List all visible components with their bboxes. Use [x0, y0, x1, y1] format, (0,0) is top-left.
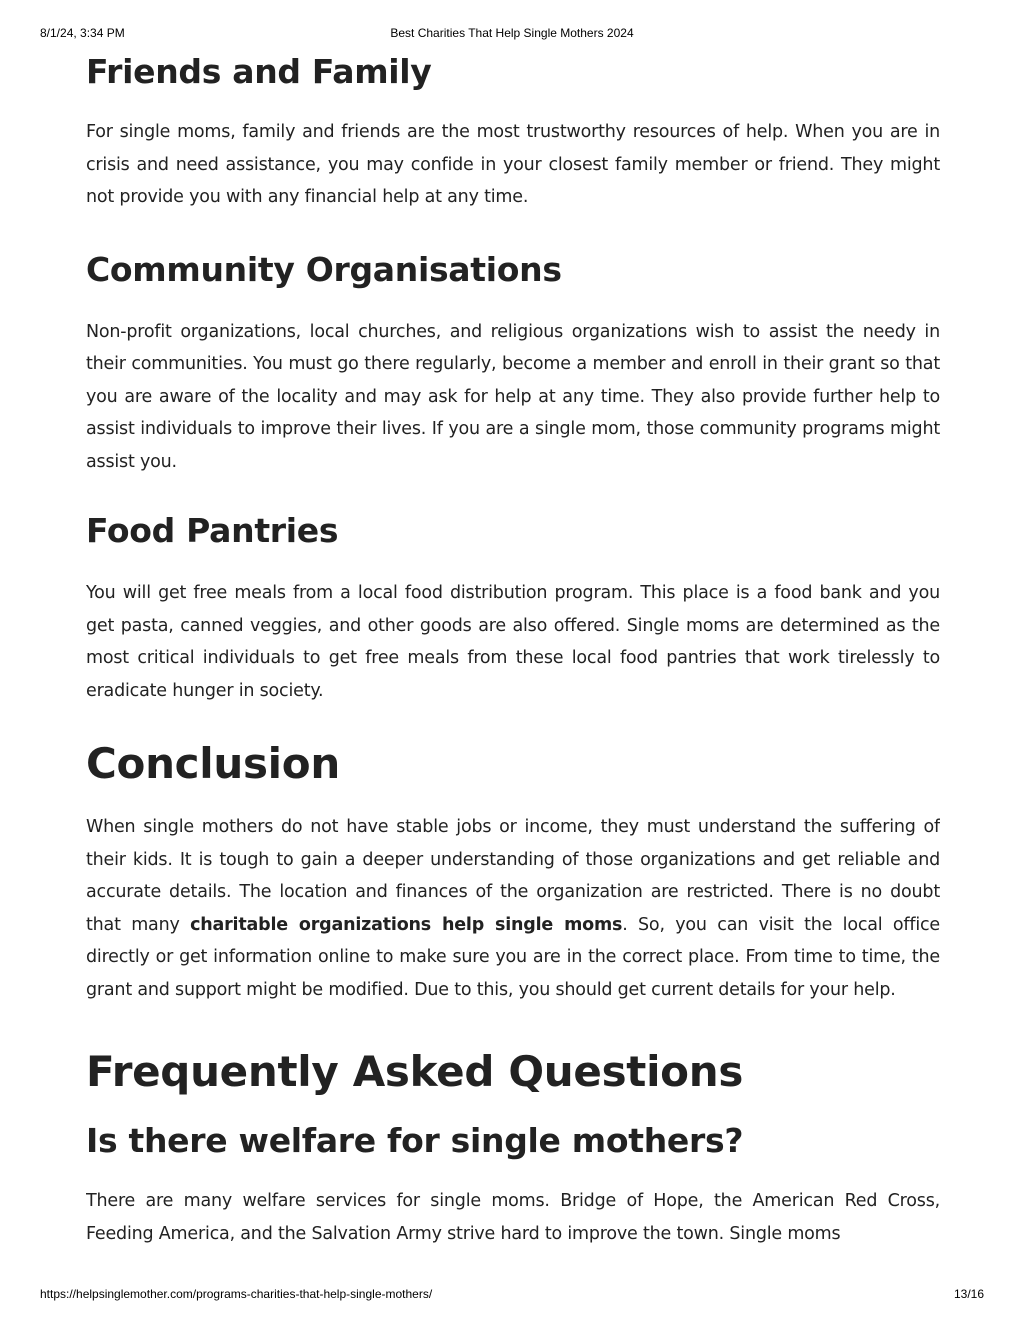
article-content: [86, 46, 940, 1278]
print-datetime: 8/1/24, 3:34 PM: [40, 26, 125, 40]
heading-conclusion: Conclusion: [86, 739, 340, 788]
heading-welfare-question: Is there welfare for single mothers?: [86, 1121, 744, 1160]
print-page-title: Best Charities That Help Single Mothers 2024: [390, 26, 634, 40]
print-source-url: https://helpsinglemother.com/programs-charities-that-help-single-mothers/: [40, 1287, 433, 1301]
paragraph-food-pantries: You will get free meals from a local food distribution program. This place is a food bank and you get pasta, canned veggies, and other goods are also offered. Single moms are determined as the most critical individuals to get free meals from these local food pantries that work tirelessly to eradicate hunger in society.: [86, 583, 940, 701]
print-header: [40, 26, 984, 40]
heading-frequently-asked-questions: Frequently Asked Questions: [86, 1047, 744, 1096]
conclusion-text-start: When single mothers do not have stable jobs or income, they must understand the suffering of their kids. It is tough to gain a deeper understanding of those organizations and get reliable and accurate details. The location and finances of the organization are restricted. There is no doubt that many: [86, 817, 940, 935]
print-footer: [40, 1287, 984, 1301]
paragraph-conclusion: [86, 811, 940, 1006]
print-page-number: 13/16: [953, 1287, 984, 1301]
conclusion-bold-link-text: charitable organizations help single moms: [190, 914, 623, 935]
paragraph-friends-and-family: For single moms, family and friends are the most trustworthy resources of help. When you are in crisis and need assistance, you may confide in your closest family member or friend. They might not provide you with any financial help at any time.: [86, 122, 940, 207]
heading-food-pantries: Food Pantries: [86, 511, 339, 550]
conclusion-text-end: . So, you can visit the local office directly or get information online to make sure you are in the correct place. From time to time, the grant and support might be modified. Due to this, you should get current details for your help.: [86, 914, 940, 1000]
paragraph-community-organisations: Non-profit organizations, local churches, and religious organizations wish to assist the needy in their communities. You must go there regularly, become a member and enroll in their grant so that you are aware of the locality and may ask for help at any time. They also provide further help to assist individuals to improve their lives. If you are a single mom, those community programs might assist you.: [86, 321, 940, 472]
heading-friends-and-family: Friends and Family: [86, 52, 432, 91]
heading-community-organisations: Community Organisations: [86, 249, 562, 289]
paragraph-welfare-answer: There are many welfare services for single moms. Bridge of Hope, the American Red Cross, Feeding America, and the Salvation Army strive hard to improve the town. Single moms: [86, 1191, 940, 1244]
